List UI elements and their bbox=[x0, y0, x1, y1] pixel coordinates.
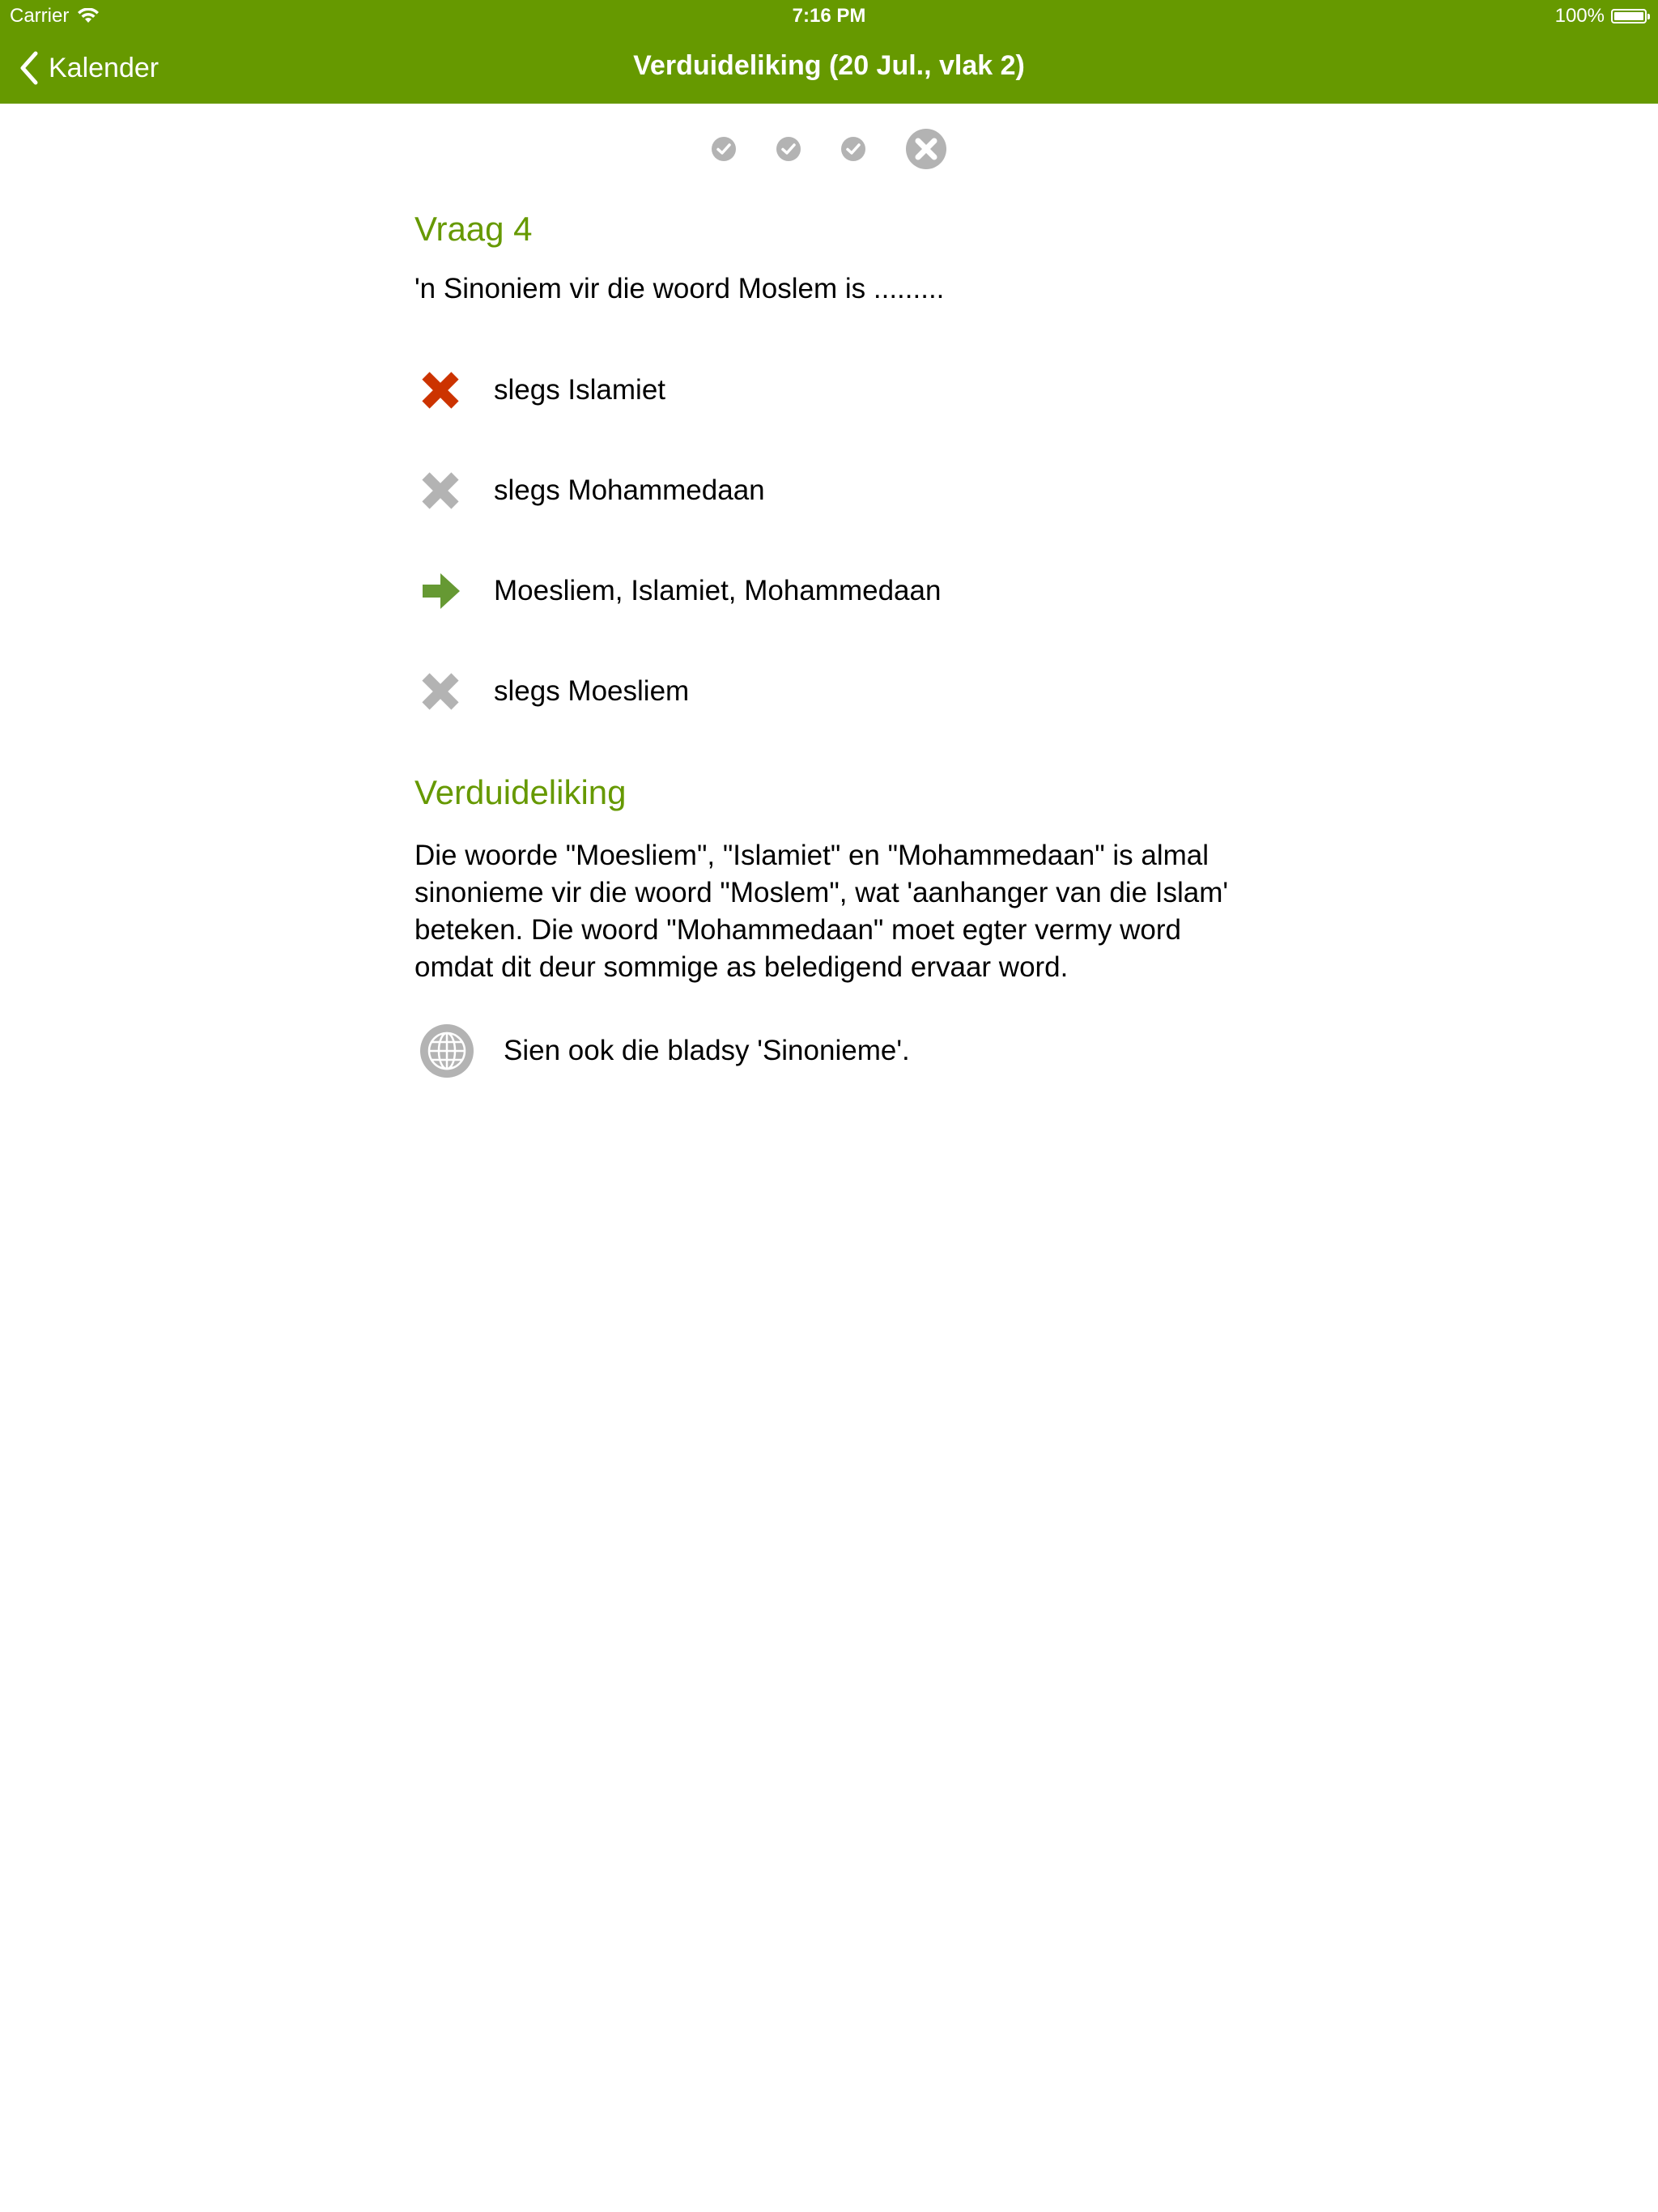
answer-label: slegs Islamiet bbox=[494, 374, 666, 406]
answer-label: slegs Moesliem bbox=[494, 675, 690, 707]
see-also-link[interactable] bbox=[414, 1019, 1256, 1083]
navigation-bar bbox=[0, 0, 1658, 104]
back-button-label: Kalender bbox=[49, 52, 159, 83]
green-arrow-icon bbox=[414, 565, 466, 617]
battery-icon bbox=[1611, 9, 1647, 23]
answer-option-4[interactable] bbox=[414, 641, 1256, 742]
gray-cross-icon bbox=[414, 666, 466, 717]
page-title: Verduideliking (20 Jul., vlak 2) bbox=[633, 50, 1025, 81]
answer-list bbox=[414, 340, 1256, 742]
carrier-label: Carrier bbox=[10, 5, 70, 27]
answer-option-2[interactable] bbox=[414, 440, 1256, 541]
battery-indicator bbox=[1555, 5, 1647, 28]
question-title: Vraag 4 bbox=[414, 210, 533, 248]
explanation-title: Verduideliking bbox=[414, 773, 627, 811]
check-circle-icon bbox=[840, 136, 866, 162]
gray-cross-icon bbox=[414, 465, 466, 517]
clock: 7:16 PM bbox=[792, 5, 866, 27]
progress-item-1[interactable] bbox=[711, 136, 737, 162]
check-circle-icon bbox=[776, 136, 801, 162]
battery-percentage: 100% bbox=[1554, 5, 1605, 27]
question-progress bbox=[0, 128, 1658, 170]
question-text: 'n Sinoniem vir die woord Moslem is ......... bbox=[414, 273, 945, 304]
check-circle-icon bbox=[711, 136, 737, 162]
status-bar bbox=[0, 0, 1658, 32]
progress-item-3[interactable] bbox=[840, 136, 866, 162]
answer-option-3[interactable] bbox=[414, 541, 1256, 641]
red-cross-icon bbox=[414, 364, 466, 416]
question-content bbox=[414, 201, 1256, 1083]
explanation-text: Die woorde "Moesliem", "Islamiet" en "Mohammedaan" is almal sinonieme vir die woord "Moslem", wat 'aanhanger van die Islam' beteken. Die woord "Mohammedaan" moet egter vermy word omdat dit deur sommige as beledigend ervaar word. bbox=[414, 840, 1229, 983]
globe-icon bbox=[414, 1019, 479, 1083]
answer-label: slegs Mohammedaan bbox=[494, 474, 765, 506]
answer-option-1[interactable] bbox=[414, 340, 1256, 440]
x-circle-icon bbox=[905, 128, 947, 170]
progress-item-4-current[interactable] bbox=[905, 128, 947, 170]
answer-label: Moesliem, Islamiet, Mohammedaan bbox=[494, 575, 942, 606]
see-also-label: Sien ook die bladsy 'Sinonieme'. bbox=[504, 1035, 910, 1066]
progress-item-2[interactable] bbox=[776, 136, 801, 162]
